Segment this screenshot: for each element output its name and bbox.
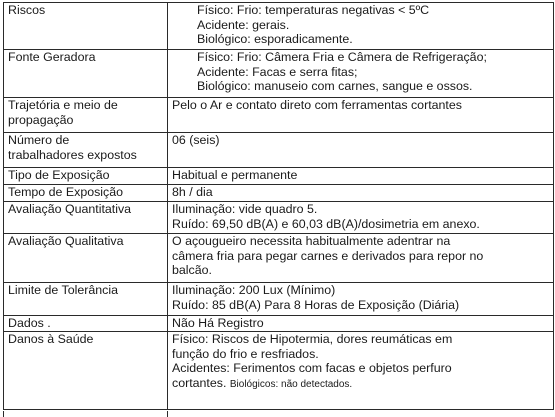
value-tipo-exposicao	[168, 168, 554, 185]
table-row-limite-tolerancia	[4, 283, 554, 316]
risk-assessment-table	[3, 2, 554, 410]
label-fonte-geradora: Fonte Geradora	[4, 50, 168, 98]
table-row-trajetoria	[4, 98, 554, 133]
table-row-fonte-geradora	[4, 50, 554, 98]
label-line: Número de	[8, 133, 70, 147]
value-line: Não Há Registro	[172, 316, 264, 330]
table-row-danos-saude	[4, 332, 554, 410]
value-line: Iluminação: 200 Lux (Mínimo)	[172, 283, 336, 297]
label-dados: Dados .	[4, 316, 168, 332]
value-line: Ruído: 85 dB(A) Para 8 Horas de Exposição (Diária)	[172, 297, 460, 312]
table-row-dados	[4, 316, 554, 332]
value-riscos	[168, 3, 554, 50]
value-line: Físico: Frio: Câmera Fria e Câmera de Refrigeração;	[197, 50, 487, 64]
label-line: trabalhadores expostos	[8, 147, 137, 162]
value-line: Biológico: manuseio com carnes, sangue e ossos.	[197, 79, 473, 94]
table-row-tempo-exposicao	[4, 185, 554, 202]
value-avaliacao-quantitativa	[168, 202, 554, 234]
value-line: Físico: Riscos de Hipotermia, dores reumáticas em	[172, 332, 453, 346]
value-numero-trabalhadores	[168, 133, 554, 168]
label-limite-tolerancia: Limite de Tolerância	[4, 283, 168, 316]
value-line: Iluminação: vide quadro 5.	[172, 202, 318, 216]
value-line: balcão.	[172, 263, 212, 278]
value-line: Ruído: 69,50 dB(A) e 60,03 dB(A)/dosimetria em anexo.	[172, 216, 480, 231]
value-line: Acidente: gerais.	[197, 17, 290, 32]
value-text: cortantes.	[172, 375, 227, 390]
value-trajetoria	[168, 98, 554, 133]
value-line: função do frio e resfriados.	[172, 346, 319, 361]
value-dados	[168, 316, 554, 332]
label-danos-saude: Danos à Saúde	[4, 332, 168, 410]
label-line: propagação	[8, 112, 74, 127]
value-avaliacao-qualitativa	[168, 234, 554, 283]
label-numero-trabalhadores	[4, 133, 168, 168]
value-line: 8h / dia	[172, 185, 213, 199]
label-avaliacao-quantitativa: Avaliação Quantitativa	[4, 202, 168, 234]
column-line	[3, 411, 4, 417]
table-row-numero-trabalhadores	[4, 133, 554, 168]
table-row-tipo-exposicao	[4, 168, 554, 185]
label-trajetoria	[4, 98, 168, 133]
value-line: Acidentes: Ferimentos com facas e objetos perfuro	[172, 361, 452, 376]
label-riscos: Riscos	[4, 3, 168, 50]
value-line: Habitual e permanente	[172, 168, 298, 182]
value-danos-saude	[168, 332, 554, 410]
label-line: Trajetória e meio de	[8, 98, 118, 112]
value-tempo-exposicao	[168, 185, 554, 202]
table-row-avaliacao-qualitativa	[4, 234, 554, 283]
value-line: Físico: Frio: temperaturas negativas < 5ºC	[197, 3, 430, 17]
next-row-edge	[0, 411, 555, 417]
table-row-riscos	[4, 3, 554, 50]
biological-note: Biológicos: não detectados.	[229, 378, 353, 390]
label-tempo-exposicao: Tempo de Exposição	[4, 185, 168, 202]
value-line: Biológico: esporadicamente.	[197, 32, 353, 47]
table-row-avaliacao-quantitativa	[4, 202, 554, 234]
value-limite-tolerancia	[168, 283, 554, 316]
value-line: Pelo o Ar e contato direto com ferramentas cortantes	[172, 98, 462, 112]
value-line: Acidente: Facas e serra fitas;	[197, 64, 358, 79]
column-line	[167, 411, 168, 417]
value-line: 06 (seis)	[172, 133, 220, 147]
value-fonte-geradora	[168, 50, 554, 98]
value-line	[172, 376, 553, 393]
value-line: câmera fria para pegar carnes e derivados para repor no	[172, 248, 484, 263]
label-avaliacao-qualitativa: Avaliação Qualitativa	[4, 234, 168, 283]
value-line: O açougueiro necessita habitualmente adentrar na	[172, 234, 451, 248]
label-tipo-exposicao: Tipo de Exposição	[4, 168, 168, 185]
